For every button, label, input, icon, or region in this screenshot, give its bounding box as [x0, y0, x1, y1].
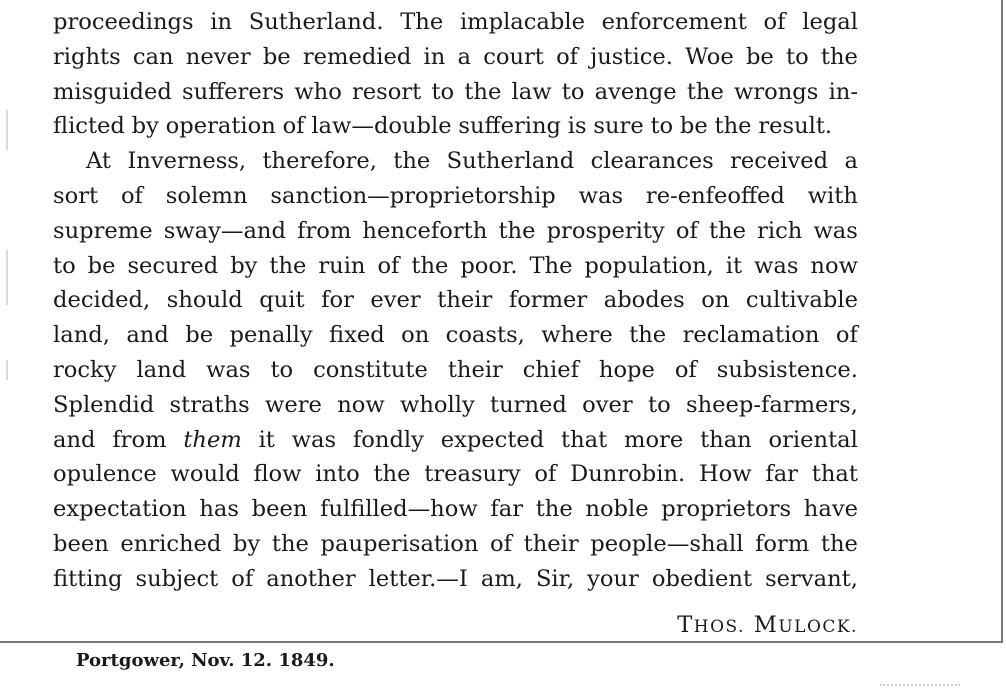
- word: over: [582, 391, 633, 418]
- word: oriental: [768, 426, 858, 453]
- word: the: [393, 148, 431, 175]
- word: the: [820, 530, 858, 557]
- word: be: [87, 252, 116, 279]
- word: poor.: [460, 252, 518, 279]
- word: noble: [585, 496, 649, 523]
- word: operation: [165, 113, 276, 140]
- word: court: [483, 43, 544, 70]
- word: sheep-farmers,: [685, 391, 858, 418]
- word: implacable: [459, 9, 585, 35]
- word: wrongs: [734, 78, 819, 105]
- word: avenge: [594, 78, 677, 105]
- text-line: [53, 179, 858, 214]
- word: population,: [584, 252, 714, 279]
- word: has: [199, 496, 239, 523]
- word: for: [321, 287, 354, 314]
- word: that: [811, 461, 858, 488]
- word: of: [120, 182, 143, 209]
- word: were: [265, 391, 322, 418]
- word: by: [230, 252, 258, 279]
- word: land,: [53, 322, 110, 349]
- margin-scan-mark: [6, 110, 8, 150]
- word: the: [464, 78, 502, 105]
- text-line: [53, 527, 858, 562]
- word: expectation: [53, 496, 187, 523]
- word: therefore,: [262, 148, 377, 175]
- word: your: [587, 565, 639, 592]
- word: fitting: [53, 565, 123, 592]
- word: legal: [802, 9, 858, 35]
- letter-body: [53, 5, 858, 597]
- word: be: [262, 43, 291, 70]
- word: it: [725, 252, 743, 279]
- word: clearances: [590, 148, 714, 175]
- word: and: [53, 426, 96, 453]
- word: the: [686, 78, 724, 105]
- word: should: [166, 287, 243, 314]
- word: from: [112, 426, 167, 453]
- word: henceforth: [362, 217, 488, 244]
- word: the: [535, 496, 573, 523]
- signature: [677, 610, 858, 642]
- word: received: [730, 148, 829, 175]
- word: on: [701, 287, 730, 314]
- word: obedient: [651, 565, 753, 592]
- text-line: [53, 388, 858, 423]
- word: rights: [53, 43, 121, 70]
- word: Woe: [685, 43, 734, 70]
- signature-last-initial: M: [753, 612, 779, 638]
- word: expected: [440, 426, 545, 453]
- word: the: [714, 113, 752, 140]
- word: been: [251, 496, 308, 523]
- word: the: [269, 252, 307, 279]
- word: the: [498, 217, 536, 244]
- text-line: [53, 144, 858, 179]
- word: in: [423, 43, 446, 70]
- word: the: [629, 322, 667, 349]
- previous-line-bleed: [300, 0, 900, 3]
- word: was: [813, 217, 858, 244]
- text-line: [53, 214, 858, 249]
- word: rich: [757, 217, 803, 244]
- word: letter.—I: [368, 565, 468, 592]
- word: prosperity: [546, 217, 665, 244]
- word: the: [373, 461, 411, 488]
- word: turned: [490, 391, 567, 418]
- word: sanction—proprietorship: [270, 182, 556, 209]
- word: have: [803, 496, 858, 523]
- word: straths: [169, 391, 250, 418]
- word: of: [675, 217, 698, 244]
- text-line: [53, 562, 858, 597]
- word: sort: [53, 182, 99, 209]
- word: be: [745, 43, 774, 70]
- word: wholly: [400, 391, 475, 418]
- word: coasts,: [445, 322, 525, 349]
- word: to: [650, 113, 674, 140]
- word: never: [185, 43, 251, 70]
- word: of: [282, 113, 305, 140]
- word: re-enfeoffed: [645, 182, 785, 209]
- word: hope: [598, 356, 655, 383]
- word: the: [820, 43, 858, 70]
- crop-border-bottom: [0, 641, 1003, 643]
- word: of: [231, 565, 254, 592]
- word: servant,: [765, 565, 858, 592]
- word: to: [270, 356, 294, 383]
- word: secured: [127, 252, 219, 279]
- text-line: [53, 353, 858, 388]
- word: sway—and: [163, 217, 286, 244]
- word: ruin: [318, 252, 366, 279]
- word: was: [754, 252, 799, 279]
- word: decided,: [53, 287, 151, 314]
- word: in-: [828, 78, 858, 105]
- word: be: [185, 322, 214, 349]
- text-line: [53, 5, 858, 40]
- word: by: [131, 113, 159, 140]
- word: that: [561, 426, 608, 453]
- word: form: [755, 530, 810, 557]
- word: supreme: [53, 217, 153, 244]
- text-line: [53, 40, 858, 75]
- word: was: [578, 182, 624, 209]
- word: ever: [370, 287, 421, 314]
- scan-smudge: [880, 684, 960, 689]
- word: reclamation: [682, 322, 820, 349]
- word: to: [431, 78, 455, 105]
- word: the: [411, 252, 449, 279]
- word: their: [447, 356, 503, 383]
- word: fondly: [352, 426, 424, 453]
- text-line: [53, 109, 858, 144]
- word: justice.: [590, 43, 673, 70]
- text-line: [53, 457, 858, 492]
- word: on: [401, 322, 430, 349]
- word: the: [271, 530, 309, 557]
- word: be: [679, 113, 708, 140]
- word: result.: [758, 113, 833, 140]
- text-line: [53, 492, 858, 527]
- word: sufferers: [181, 78, 285, 105]
- word: of: [763, 9, 786, 35]
- signature-first-initial: T: [677, 612, 694, 638]
- text-line: [53, 249, 858, 284]
- word: proprietors: [661, 496, 792, 523]
- word: pauperisation: [320, 530, 479, 557]
- word: Sutherland.: [248, 9, 384, 35]
- word: fulfilled—how: [320, 496, 478, 523]
- word: The: [529, 252, 573, 279]
- word: is: [567, 113, 587, 140]
- word: flow: [253, 461, 302, 488]
- signature-last-rest: ULOCK.: [778, 617, 858, 637]
- word: sure: [593, 113, 644, 140]
- word: of: [556, 43, 579, 70]
- margin-scan-mark: [6, 250, 8, 305]
- text-line: [53, 423, 858, 458]
- word: their: [437, 287, 493, 314]
- word: subsistence.: [716, 356, 858, 383]
- word: enriched: [120, 530, 222, 557]
- word: flicted: [53, 113, 125, 140]
- word: into: [315, 461, 360, 488]
- word: Inverness,: [127, 148, 247, 175]
- word: penally: [229, 322, 313, 349]
- word: Sutherland: [446, 148, 575, 175]
- word: a: [457, 43, 471, 70]
- word: now: [810, 252, 858, 279]
- word: was: [291, 426, 337, 453]
- word: cultivable: [745, 287, 858, 314]
- word: to: [785, 43, 809, 70]
- dateline: Portgower, Nov. 12. 1849.: [76, 650, 335, 671]
- word: Dunrobin.: [570, 461, 686, 488]
- text-line: [53, 75, 858, 110]
- word: abodes: [603, 287, 685, 314]
- word: to: [647, 391, 671, 418]
- word: The: [400, 9, 444, 35]
- word: to: [561, 78, 585, 105]
- word: another: [266, 565, 356, 592]
- word: Sir,: [535, 565, 575, 592]
- word: now: [337, 391, 385, 418]
- word: where: [541, 322, 613, 349]
- word: than: [700, 426, 752, 453]
- word: At: [86, 148, 111, 175]
- signature-first-rest: HOS.: [693, 617, 745, 637]
- word: it: [258, 426, 275, 453]
- word: subject: [135, 565, 219, 592]
- word: solemn: [165, 182, 248, 209]
- word: misguided: [53, 78, 172, 105]
- word: by: [233, 530, 261, 557]
- word: Splendid: [53, 391, 155, 418]
- word: of: [534, 461, 557, 488]
- word: who: [294, 78, 342, 105]
- word: people—shall: [590, 530, 744, 557]
- text-line: [53, 318, 858, 353]
- word: remedied: [302, 43, 412, 70]
- word: in: [210, 9, 233, 35]
- word: more: [624, 426, 684, 453]
- word: of: [377, 252, 400, 279]
- word: fixed: [329, 322, 385, 349]
- word: am,: [480, 565, 523, 592]
- word: a: [844, 148, 858, 175]
- word: their: [523, 530, 579, 557]
- word: was: [206, 356, 251, 383]
- word: of: [674, 356, 697, 383]
- word: How: [698, 461, 752, 488]
- word: resort: [352, 78, 422, 105]
- word: constitute: [313, 356, 428, 383]
- word: former: [508, 287, 588, 314]
- word: far: [765, 461, 798, 488]
- crop-border-right: [1001, 0, 1003, 642]
- word: land: [136, 356, 187, 383]
- word: enforcement: [601, 9, 747, 35]
- text-line: [53, 283, 858, 318]
- word: to: [53, 252, 76, 279]
- word: of: [490, 530, 512, 557]
- word: with: [807, 182, 858, 209]
- word: and: [126, 322, 169, 349]
- word: can: [132, 43, 174, 70]
- margin-scan-mark: [6, 360, 8, 380]
- word: opulence: [53, 461, 157, 488]
- word: from: [297, 217, 352, 244]
- word: quit: [259, 287, 305, 314]
- word: law: [511, 78, 552, 105]
- word: of: [835, 322, 858, 349]
- word: the: [708, 217, 746, 244]
- word: suffering: [458, 113, 562, 140]
- word: law—double: [311, 113, 452, 140]
- word: far: [490, 496, 523, 523]
- word: been: [53, 530, 109, 557]
- word: them: [183, 426, 242, 453]
- word: chief: [522, 356, 579, 383]
- word: would: [170, 461, 240, 488]
- word: rocky: [53, 356, 117, 383]
- word: treasury: [424, 461, 521, 488]
- word: proceedings: [53, 9, 194, 35]
